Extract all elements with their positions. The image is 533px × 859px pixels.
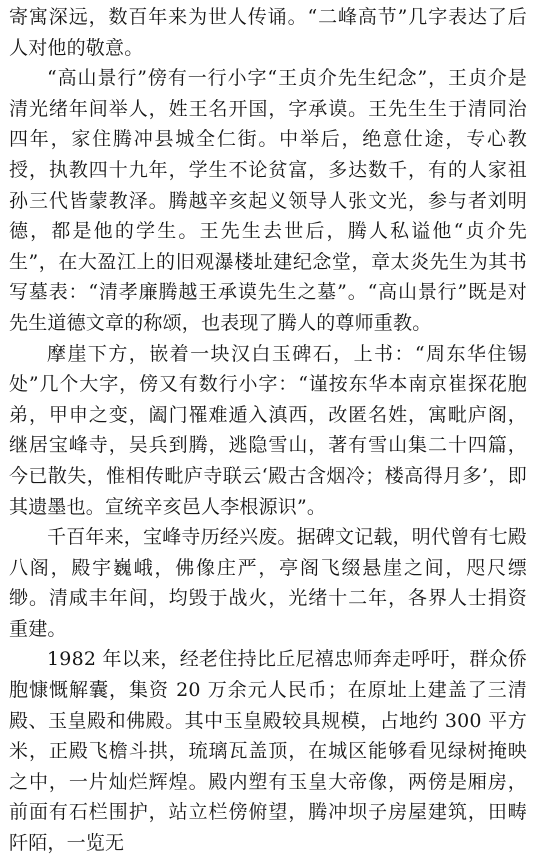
paragraph-gaoshan-jingxing: “高山景行”傍有一行小字“王贞介先生纪念”，王贞介是清光绪年间举人，姓王名开国，字承谟。王先生生于清同治四年，家住腾冲县城全仁街。中举后，绝意仕途，专心教授，执教四十九年，学生不论贫富，多达数千，有的人家祖孙三代皆蒙教泽。腾越辛亥起义领导人张文光，参与者刘明德，都是他的学生。王先生去世后，腾人私谥他“贞介先生”，在大盈江上的旧观瀑楼址建纪念堂，章太炎先生为其书写墓表：“清孝廉腾越王承谟先生之墓”。“高山景行”既是对先生道德文章的称颂，也表现了腾人的尊师重教。 — [9, 67, 527, 334]
paragraph-stele-inscription: 摩崖下方，嵌着一块汉白玉碑石，上书：“周东华住锡处”几个大字，傍又有数行小字：“谨按东华本南京崔探花胞弟，甲申之变，阖门罹难遁入滇西，改匿名姓，寓毗庐阁，继居宝峰寺，吴兵到腾，逃隐雪山，著有雪山集二十四篇，今已散失，惟相传毗庐寺联云‘殿古含烟冷；楼高得月多’，即其遗墨也。宣统辛亥邑人李根源识”。 — [9, 342, 527, 518]
paragraph-temple-history: 千百年来，宝峰寺历经兴废。据碑文记载，明代曾有七殿八阁，殿宇巍峨，佛像庄严，亭阁飞缀悬崖之间，咫尺缥缈。清咸丰年间，均毁于战火，光绪十二年，各界人士捐资重建。 — [9, 526, 528, 640]
paragraph-reconstruction: 1982 年以来，经老住持比丘尼禧忠师奔走呼吁，群众侨胞慷慨解囊，集资 20 万余元人民币；在原址上建盖了三清殿、玉皇殿和佛殿。其中玉皇殿较具规模，占地约 300 平方米，正殿飞檐斗拱，琉璃瓦盖顶，在城区能够看见绿树掩映之中，一片灿烂辉煌。殿内塑有玉皇大帝像，两傍是厢房，前面有石栏围护，站立栏傍俯望，腾冲坝子房屋建筑，田畴阡陌，一览无 — [9, 648, 527, 855]
paragraph-continuation: 寄寓深远，数百年来为世人传诵。“二峰高节”几字表达了后人对他的敬意。 — [9, 6, 527, 59]
